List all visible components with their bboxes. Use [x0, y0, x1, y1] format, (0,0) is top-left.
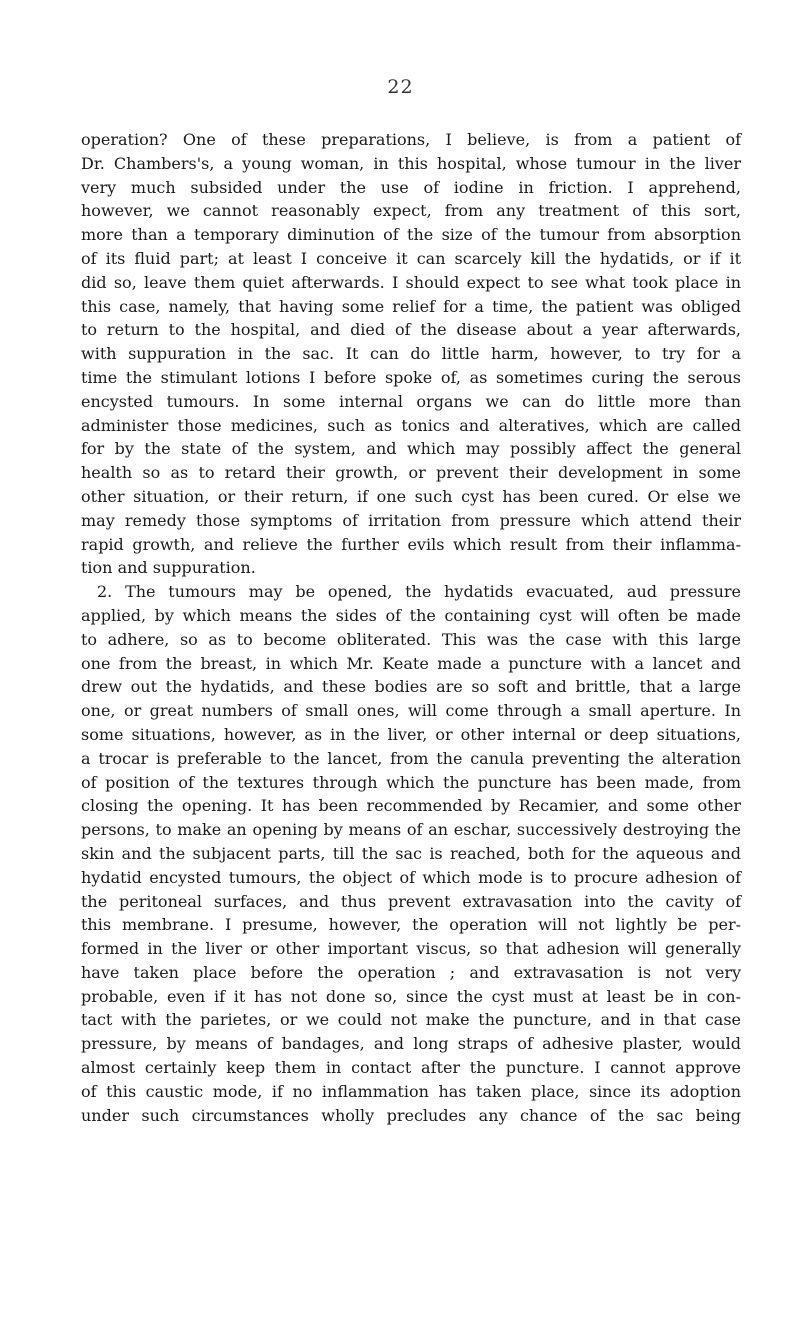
text-line-paragraph-end: tion and suppuration. — [81, 558, 256, 578]
text-line: this case, namely, that having some relief for a time, the patient was obliged — [81, 296, 741, 316]
text-line: did so, leave them quiet afterwards. I should expect to see what took place in — [81, 272, 741, 292]
text-line: a trocar is preferable to the lancet, from the canula preventing the alteration — [81, 748, 741, 768]
text-line: hydatid encysted tumours, the object of which mode is to procure adhesion of — [81, 867, 741, 887]
text-line: to adhere, so as to become obliterated. This was the case with this large — [81, 629, 741, 649]
text-line: applied, by which means the sides of the containing cyst will often be made — [81, 605, 741, 625]
text-line: administer those medicines, such as tonics and alteratives, which are called — [81, 415, 741, 435]
text-line: pressure, by means of bandages, and long straps of adhesive plaster, would — [81, 1034, 741, 1054]
text-line: tact with the parietes, or we could not make the puncture, and in that case — [81, 1010, 741, 1030]
text-line: almost certainly keep them in contact after the puncture. I cannot approve — [81, 1058, 741, 1078]
text-line: of this caustic mode, if no inflammation has taken place, since its adoption — [81, 1081, 741, 1101]
text-line: rapid growth, and relieve the further evils which result from their inflamma- — [81, 534, 741, 554]
text-line: with suppuration in the sac. It can do little harm, however, to try for a — [81, 344, 741, 364]
text-line: other situation, or their return, if one such cyst has been cured. Or else we — [81, 486, 741, 506]
text-line: of its fluid part; at least I conceive it can scarcely kill the hydatids, or if it — [81, 248, 741, 268]
text-line: encysted tumours. In some internal organs we can do little more than — [81, 391, 741, 411]
text-line: skin and the subjacent parts, till the sac is reached, both for the aqueous and — [81, 843, 741, 863]
body-text — [81, 128, 741, 1127]
text-line: persons, to make an opening by means of an eschar, successively destroying the — [81, 820, 741, 840]
text-line: 2. The tumours may be opened, the hydatids evacuated, aud pressure — [97, 582, 741, 602]
text-line: this membrane. I presume, however, the operation will not lightly be per- — [81, 915, 741, 935]
text-line: the peritoneal surfaces, and thus prevent extravasation into the cavity of — [81, 891, 741, 911]
text-line: operation? One of these preparations, I believe, is from a patient of — [81, 130, 741, 149]
text-line: closing the opening. It has been recommended by Recamier, and some other — [81, 796, 741, 816]
text-line: one, or great numbers of small ones, will come through a small aperture. In — [81, 701, 741, 721]
text-line: however, we cannot reasonably expect, from any treatment of this sort, — [81, 201, 741, 221]
text-line: very much subsided under the use of iodine in friction. I apprehend, — [81, 177, 741, 197]
text-line: time the stimulant lotions I before spoke of, as sometimes curing the serous — [81, 367, 741, 387]
text-line: more than a temporary diminution of the size of the tumour from absorption — [81, 225, 741, 245]
text-line: health so as to retard their growth, or prevent their development in some — [81, 463, 741, 483]
text-line: to return to the hospital, and died of the disease about a year afterwards, — [81, 320, 741, 340]
text-line: have taken place before the operation ; and extravasation is not very — [81, 962, 741, 982]
text-line: one from the breast, in which Mr. Keate made a puncture with a lancet and — [81, 653, 741, 673]
text-line: Dr. Chambers's, a young woman, in this hospital, whose tumour in the liver — [81, 153, 741, 173]
text-line: for by the state of the system, and which may possibly affect the general — [81, 439, 741, 459]
text-line: of position of the textures through which the puncture has been made, from — [81, 772, 741, 792]
text-line: some situations, however, as in the liver, or other internal or deep situations, — [81, 724, 741, 744]
page-number: 22 — [387, 76, 414, 98]
text-line: drew out the hydatids, and these bodies are so soft and brittle, that a large — [81, 677, 741, 697]
text-line: formed in the liver or other important viscus, so that adhesion will generally — [81, 939, 741, 959]
text-line: under such circumstances wholly precludes any chance of the sac being — [81, 1105, 741, 1125]
text-line: probable, even if it has not done so, since the cyst must at least be in con- — [81, 986, 741, 1006]
text-line: may remedy those symptoms of irritation from pressure which attend their — [81, 510, 741, 530]
